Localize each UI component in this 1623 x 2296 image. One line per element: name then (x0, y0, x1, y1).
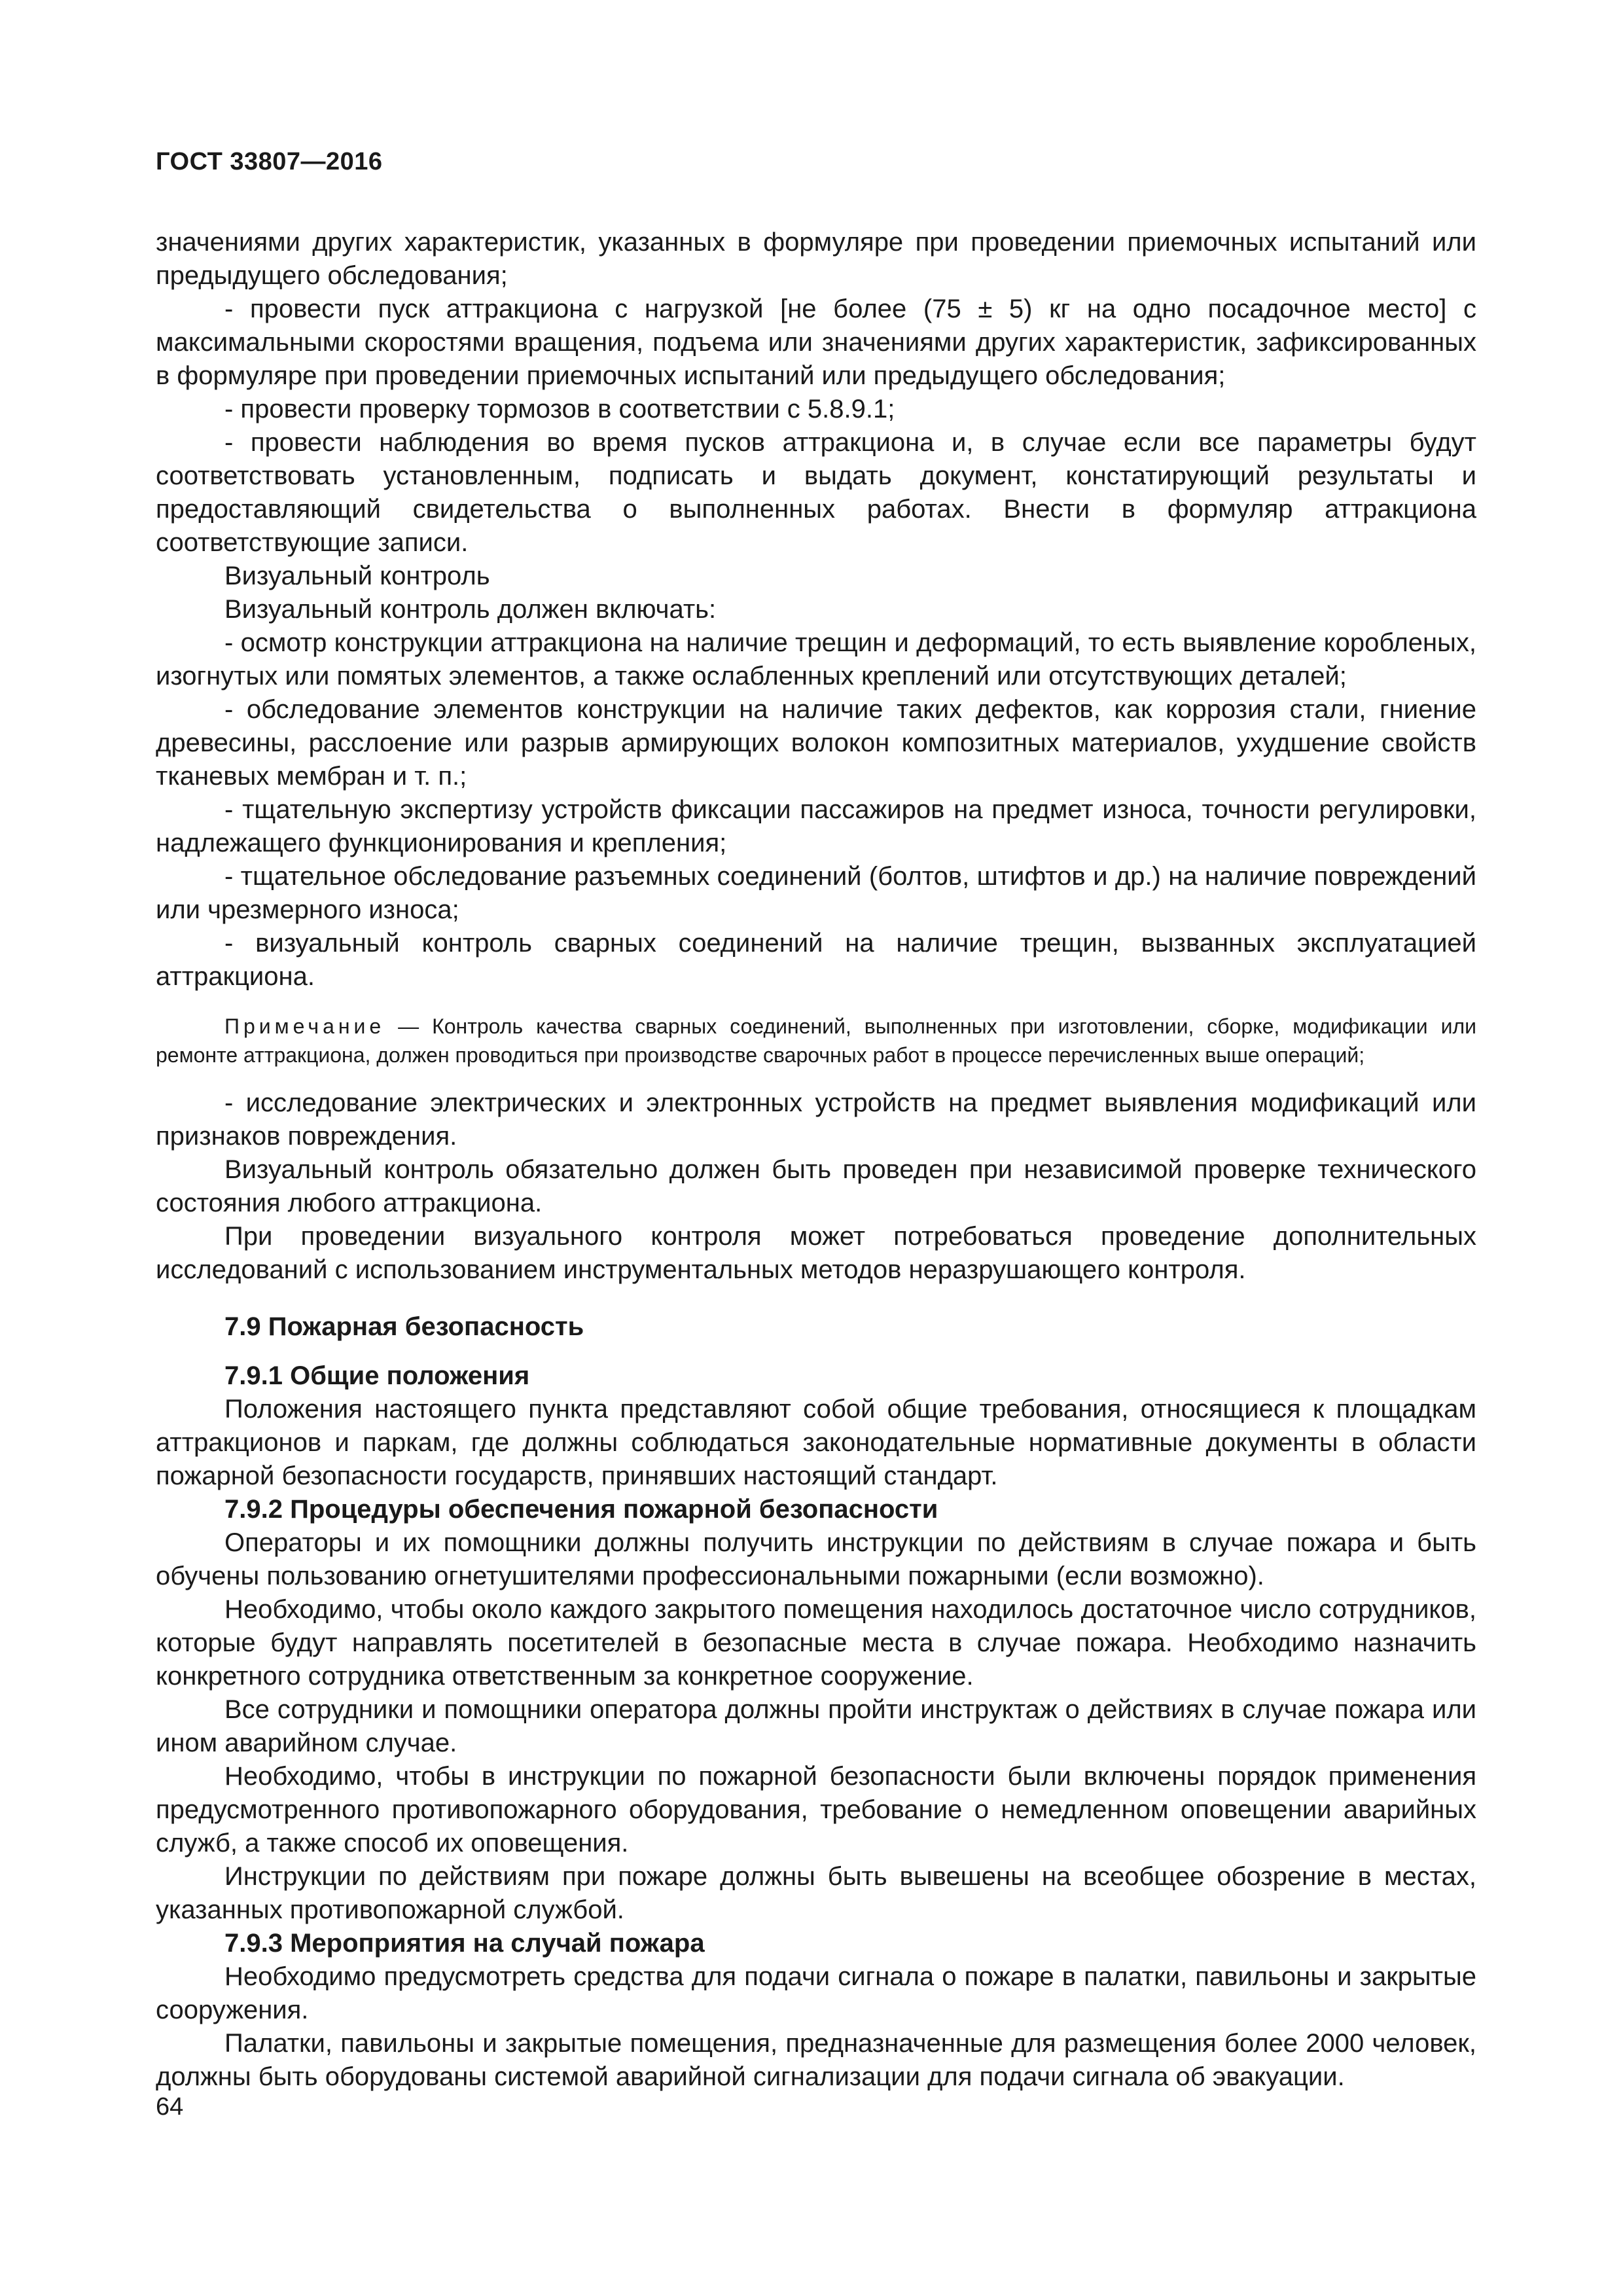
paragraph: Необходимо, чтобы в инструкции по пожарной безопасности были включены порядок применения предусмотренного противопожарного оборудования, требование о немедленном оповещении аварийных служб, а также способ их оповещения. (156, 1762, 1476, 1857)
list-item: - провести пуск аттракциона с нагрузкой [не более (75 ± 5) кг на одно посадочное место] с максимальными скоростями вращения, подъема или значениями других характеристик, зафиксированных в формуляре при проведении приемочных испытаний или предыдущего обследования; (156, 295, 1476, 390)
note-text: — Контроль качества сварных соединений, выполненных при изготовлении, сборке, модификации или ремонте аттракциона, должен проводиться при производстве сварочных работ в процессе перечисленных выше операций; (156, 1014, 1476, 1067)
subsection-heading: 7.9.3 Мероприятия на случай пожара (224, 1929, 705, 1958)
list-item: - тщательную экспертизу устройств фиксации пассажиров на предмет износа, точности регулировки, надлежащего функционирования и крепления; (156, 795, 1476, 857)
subsection-heading: 7.9.2 Процедуры обеспечения пожарной безопасности (224, 1495, 938, 1524)
list-item: - тщательное обследование разъемных соединений (болтов, штифтов и др.) на наличие повреждений или чрезмерного износа; (156, 862, 1476, 924)
subsection-heading: 7.9.1 Общие положения (224, 1361, 530, 1390)
note (156, 1012, 1476, 1069)
paragraph: Положения настоящего пункта представляют собой общие требования, относящиеся к площадкам аттракционов и паркам, где должны соблюдаться законодательные нормативные документы в области пожарной безопасности государств, принявших настоящий стандарт. (156, 1395, 1476, 1490)
list-item: - исследование электрических и электронных устройств на предмет выявления модификаций или признаков повреждения. (156, 1088, 1476, 1151)
paragraph: Визуальный контроль (224, 562, 490, 590)
paragraph: значениями других характеристик, указанных в формуляре при проведении приемочных испытаний или предыдущего обследования; (156, 228, 1476, 290)
list-item: - провести наблюдения во время пусков аттракциона и, в случае если все параметры будут соответствовать установленным, подписать и выдать документ, констатирующий результаты и предоставляющий свидетельства о выполненных работах. Внести в формуляр аттракциона соответствующие записи. (156, 428, 1476, 557)
document-header: ГОСТ 33807—2016 (156, 148, 383, 175)
paragraph: Необходимо, чтобы около каждого закрытого помещения находилось достаточное число сотрудников, которые будут направлять посетителей в безопасные места в случае пожара. Необходимо назначить конкретного сотрудника ответственным за конкретное сооружение. (156, 1595, 1476, 1691)
list-item: - обследование элементов конструкции на наличие таких дефектов, как коррозия стали, гниение древесины, расслоение или разрыв армирующих волокон композитных материалов, ухудшение свойств тканевых мембран и т. п.; (156, 695, 1476, 791)
section-heading: 7.9 Пожарная безопасность (224, 1312, 584, 1341)
list-item: - осмотр конструкции аттракциона на наличие трещин и деформаций, то есть выявление коробленых, изогнутых или помятых элементов, а также ослабленных креплений или отсутствующих деталей; (156, 628, 1476, 691)
note-label: Примечание (224, 1014, 385, 1038)
paragraph: Визуальный контроль должен включать: (224, 595, 717, 624)
list-item: - визуальный контроль сварных соединений на наличие трещин, вызванных эксплуатацией аттракциона. (156, 929, 1476, 991)
paragraph: При проведении визуального контроля может потребоваться проведение дополнительных исследований с использованием инструментальных методов неразрушающего контроля. (156, 1222, 1476, 1284)
list-item: - провести проверку тормозов в соответствии с 5.8.9.1; (224, 395, 895, 423)
paragraph: Палатки, павильоны и закрытые помещения, предназначенные для размещения более 2000 человек, должны быть оборудованы системой аварийной сигнализации для подачи сигнала об эвакуации. (156, 2029, 1476, 2091)
paragraph: Необходимо предусмотреть средства для подачи сигнала о пожаре в палатки, павильоны и закрытые сооружения. (156, 1962, 1476, 2024)
document-body (156, 226, 1476, 2094)
paragraph: Все сотрудники и помощники оператора должны пройти инструктаж о действиях в случае пожара или ином аварийном случае. (156, 1695, 1476, 1757)
page-number: 64 (156, 2093, 184, 2121)
paragraph: Визуальный контроль обязательно должен быть проведен при независимой проверке технического состояния любого аттракциона. (156, 1155, 1476, 1217)
paragraph: Инструкции по действиям при пожаре должны быть вывешены на всеобщее обозрение в местах, указанных противопожарной службой. (156, 1862, 1476, 1924)
paragraph: Операторы и их помощники должны получить инструкции по действиям в случае пожара и быть обучены пользованию огнетушителями профессиональными пожарными (если возможно). (156, 1528, 1476, 1590)
